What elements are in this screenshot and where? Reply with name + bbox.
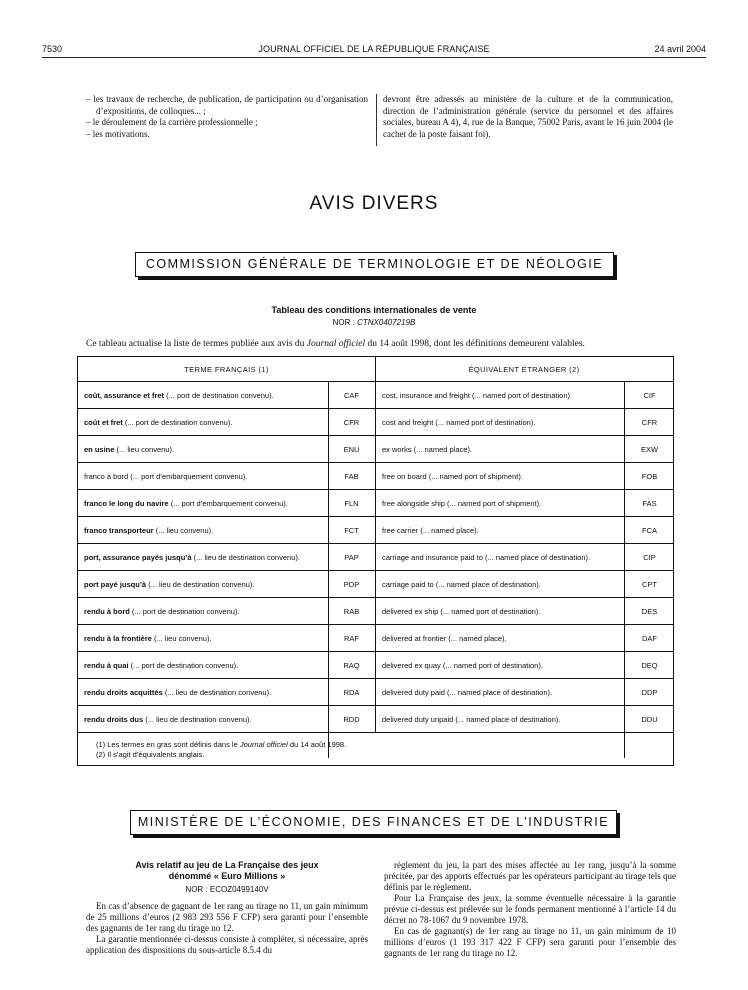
term-foreign: delivered duty unpaid (... named place of destination). <box>382 715 561 724</box>
abbr-french: RDD <box>343 715 360 724</box>
abbr-french: ENU <box>343 445 360 454</box>
avis-title-line-1: Avis relatif au jeu de La Française des jeux <box>135 860 319 870</box>
term-bold: rendu droits dus <box>84 715 144 724</box>
term-foreign: carriage paid to (... named place of destination). <box>382 580 541 589</box>
page-number: 7530 <box>42 44 63 54</box>
term-rest: (... lieu convenu). <box>151 634 212 643</box>
abbr-foreign: CIP <box>643 553 656 562</box>
abbr-french: RAQ <box>343 661 360 670</box>
note-1-text: (1) Les termes en gras sont définis dans le <box>96 740 240 749</box>
note-1-end: du 14 août 1998. <box>287 740 347 749</box>
table-row <box>78 571 673 598</box>
table-title: Tableau des conditions internationales de vente <box>271 305 477 315</box>
ministere-title: MINISTÈRE DE L’ÉCONOMIE, DES FINANCES ET DE L’INDUSTRIE <box>130 810 617 835</box>
term-rest: (... lieu convenu). <box>153 526 214 535</box>
term-rest: (... port de destination convenu). <box>129 607 240 616</box>
note-1 <box>96 740 346 750</box>
term-rest: (... port de destination convenu). <box>122 418 233 427</box>
term-rest: (... lieu de destination convenu). <box>162 688 272 697</box>
term-french <box>84 706 328 733</box>
term-bold: franco le long du navire <box>84 499 169 508</box>
term-bold: rendu à bord <box>84 607 130 616</box>
term-french <box>84 490 328 517</box>
term-foreign: delivered ex ship (... named port of destination). <box>382 607 541 616</box>
term-french <box>84 382 328 409</box>
section-title: AVIS DIVERS <box>309 193 439 214</box>
list-item: – les motivations. <box>86 128 150 139</box>
intro-text-end: du 14 août 1998, dont les définitions demeurent valables. <box>365 339 585 349</box>
abbr-french: CAF <box>344 391 359 400</box>
term-bold: rendu à la frontière <box>84 634 152 643</box>
table-row <box>78 625 673 652</box>
abbr-foreign: CPT <box>642 580 657 589</box>
abbr-french: RDA <box>343 688 360 697</box>
table-row <box>78 598 673 625</box>
list-item: – les travaux de recherche, de publication, de participation ou d’organisation d’expositions, de colloques... ; <box>86 94 368 116</box>
commission-title: COMMISSION GÉNÉRALE DE TERMINOLOGIE ET DE NÉOLOGIE <box>135 252 614 277</box>
term-foreign: cost and freight (... named port of destination). <box>382 418 536 427</box>
terms-table <box>77 356 674 766</box>
term-bold: rendu à quai <box>84 661 129 670</box>
term-french <box>84 463 328 490</box>
term-french <box>84 544 328 571</box>
column-divider <box>376 94 377 146</box>
term-foreign: delivered ex quay (... named port of destination). <box>382 661 543 670</box>
term-french <box>84 598 328 625</box>
avis-title <box>86 860 368 881</box>
term-french <box>84 679 328 706</box>
term-rest: (... port d’embarquement convenu). <box>168 499 288 508</box>
abbr-french: FCT <box>344 526 359 535</box>
table-row <box>78 517 673 544</box>
abbr-french: PAP <box>344 553 359 562</box>
term-rest: (... port de destination convenu). <box>164 391 274 400</box>
term-foreign: free on board (... named port of shipment). <box>382 472 523 481</box>
abbr-french: RAB <box>343 607 360 616</box>
term-french <box>84 409 328 436</box>
journal-title: JOURNAL OFFICIEL DE LA RÉPUBLIQUE FRANÇAISE <box>258 44 490 54</box>
left-column <box>86 860 368 956</box>
term-french <box>84 517 328 544</box>
abbr-foreign: FCA <box>642 526 657 535</box>
paragraph: La garantie mentionnée ci-dessus consiste à compléter, si nécessaire, après application des dispositions du sous-article 8.5.4 du <box>86 934 368 955</box>
term-rest: (... lieu convenu). <box>114 445 175 454</box>
term-french <box>84 652 328 679</box>
term-rest: (... lieu de destination convenu). <box>146 580 255 589</box>
header-french: TERME FRANÇAIS (1) <box>184 365 269 374</box>
term-rest: (... port de destination convenu). <box>128 661 239 670</box>
term-bold: coût et fret <box>84 418 123 427</box>
note-2: (2) Il s’agit d’équivalents anglais. <box>96 750 205 759</box>
term-foreign: cost, insurance and freight (... named port of destination). <box>382 391 573 400</box>
table-row <box>78 463 673 490</box>
avis-nor: NOR : ECOZ0499140V <box>185 885 269 894</box>
table-row <box>78 679 673 706</box>
abbr-foreign: DDU <box>641 715 658 724</box>
table-intro <box>86 339 676 349</box>
term-bold: rendu droits acquittés <box>84 688 163 697</box>
table-row <box>78 544 673 571</box>
term-foreign: free alongside ship (... named port of shipment). <box>382 499 542 508</box>
term-bold: coût, assurance et fret <box>84 391 165 400</box>
abbr-foreign: CIF <box>643 391 656 400</box>
term-foreign: carriage and insurance paid to (... named place of destination). <box>382 553 591 562</box>
abbr-foreign: DES <box>641 607 658 616</box>
abbr-french: CFR <box>343 418 360 427</box>
abbr-foreign: FOB <box>641 472 658 481</box>
term-french <box>84 436 328 463</box>
table-row <box>78 706 673 733</box>
paragraph: En cas d’absence de gagnant de 1er rang au tirage no 11, un gain minimum de 25 millions d’euros (2 983 293 556 F CFP) sera garanti pour l’ensemble des gagnants de 1er rang du tirage no 12. <box>86 901 368 933</box>
issue-date: 24 avril 2004 <box>654 44 706 54</box>
abbr-foreign: DAF <box>642 634 657 643</box>
top-right-text: devront être adressés au ministère de la culture et de la communication, direction de l’administration générale (service du personnel et des affaires sociales, bureau A 4), 4, rue de la Banque, 75002 Paris, avant le 16 juin 2004 (le cachet de la poste faisant foi). <box>383 94 673 139</box>
table-row <box>78 382 673 409</box>
abbr-foreign: DDP <box>641 688 658 697</box>
term-french <box>84 571 328 598</box>
abbr-french: FLN <box>344 499 359 508</box>
avis-title-line-2: dénommé « Euro Millions » <box>168 870 286 881</box>
term-rest: (... lieu de destination convenu). <box>143 715 252 724</box>
table-row <box>78 652 673 679</box>
abbr-foreign: EXW <box>640 445 659 454</box>
paragraph: En cas de gagnant(s) de 1er rang au tirage no 11, un gain minimum de 10 millions d’euros (1 193 317 422 F CFP) sera garanti pour l’ensemble des gagnants de 1er rang du tirage no 12. <box>384 926 676 958</box>
table-row <box>78 436 673 463</box>
term-foreign: ex works (... named place). <box>382 445 473 454</box>
note-1-journal: Journal officiel <box>239 740 288 749</box>
abbr-french: FAB <box>344 472 359 481</box>
abbr-french: RAF <box>344 634 359 643</box>
term-bold: port, assurance payés jusqu’à <box>84 553 192 562</box>
table-nor <box>0 318 748 327</box>
term-french <box>84 625 328 652</box>
abbr-foreign: FAS <box>642 499 657 508</box>
right-column <box>384 860 676 959</box>
page-header <box>42 44 706 58</box>
intro-journal: Journal officiel <box>306 339 366 349</box>
term-bold: en usine <box>84 445 115 454</box>
term-foreign: free carrier (... named place). <box>382 526 479 535</box>
table-notes <box>96 740 346 760</box>
abbr-french: PDP <box>343 580 360 589</box>
top-left-list <box>86 94 368 140</box>
nor-code: CTNX0407219B <box>357 318 416 327</box>
table-row <box>78 409 673 436</box>
nor-label: NOR : <box>332 318 355 327</box>
term-foreign: delivered at frontier (... named place). <box>382 634 507 643</box>
term-foreign: delivered duty paid (... named place of destination). <box>382 688 553 697</box>
intro-text: Ce tableau actualise la liste de termes publiée aux avis du <box>86 339 307 349</box>
list-item: – le déroulement de la carrière professionnelle ; <box>86 117 258 127</box>
table-row <box>78 490 673 517</box>
abbr-foreign: CFR <box>641 418 658 427</box>
term-bold: franco transporteur <box>84 526 154 535</box>
term-rest: (... lieu de destination convenu). <box>191 553 300 562</box>
paragraph: Pour La Française des jeux, la somme éventuelle nécessaire à la garantie prévue ci-dessus est prélevée sur le fonds permanent mentionné à l’article 14 du décret no 78-1067 du 9 novembre 1978. <box>384 893 676 925</box>
header-rule <box>42 57 706 58</box>
paragraph: règlement du jeu, la part des mises affectée au 1er rang, jusqu’à la somme précitée, par des apports effectués par les opérateurs participant au tirage tels que définis par le règlement. <box>384 860 676 892</box>
abbr-foreign: DEQ <box>641 661 658 670</box>
term-rest: franco à bord (... port d’embarquement convenu). <box>84 472 248 481</box>
header-foreign: ÉQUIVALENT ÉTRANGER (2) <box>468 365 580 374</box>
term-bold: port payé jusqu’à <box>84 580 147 589</box>
